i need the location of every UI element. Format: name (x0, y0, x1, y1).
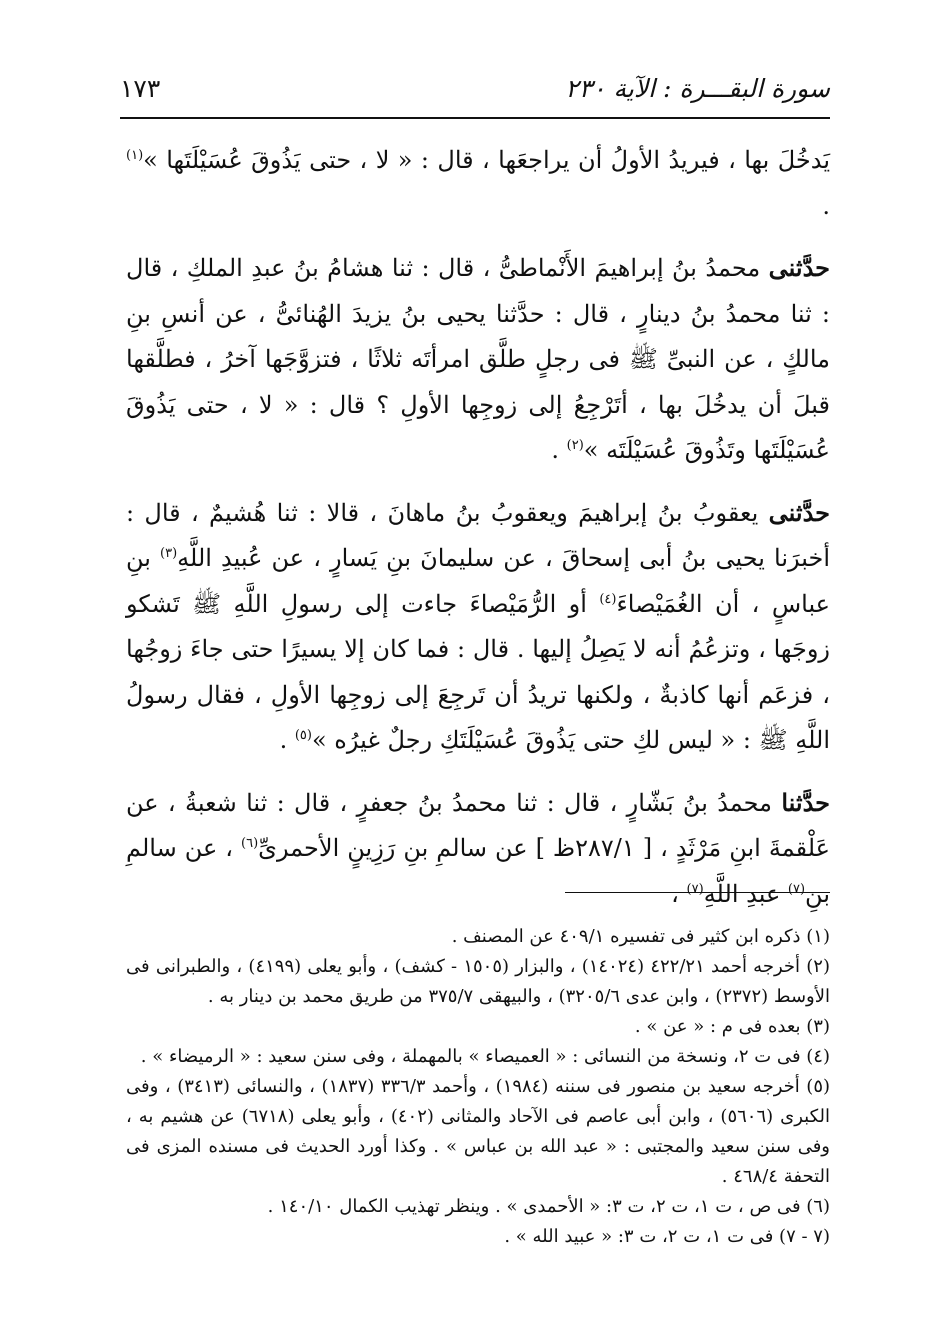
footnote: (٢) أخرجه أحمد ٤٢٢/٢١ (١٤٠٢٤) ، والبزار (١٥٠٥ - كشف) ، وأبو يعلى (٤١٩٩) ، والطبرانى فى الأوسط (٢٣٧٢) ، وابن عدى ٣٢٠٥/٦) ، والبيهقى ٣٧٥/٧ من طريق محمد بن دينار به . (126, 956, 830, 1007)
paragraph: حدَّثنا محمدُ بنُ بَشّارٍ ، قال : ثنا محمدُ بنُ جعفرٍ ، قال : ثنا شعبةُ ، عن عَلْقمةَ ابنِ مَرْثَدٍ ، [ ٢٨٧/١ظ ] عن سالمِ بنِ رَزِينٍ الأحمرىِّ$^{(٦)}$ ، عن سالمِ بنِ$^{(٧)}$ عبدِ اللَّهِ$^{(٧)}$ ، (126, 787, 830, 908)
header-rule (120, 117, 830, 119)
footnote-ref: (٤) (599, 591, 617, 607)
footnote: (٧ - ٧) فى ت ١، ت ٢، ت ٣: « عبيد الله » . (504, 1226, 830, 1247)
footnotes (126, 922, 830, 1252)
footnote-ref: (٧) (686, 881, 704, 897)
footnote: (٦) فى ص ، ت ١، ت ٢، ت ٣: « الأحمدى » . وينظر تهذيب الكمال ١٤٠/١٠ . (267, 1196, 830, 1217)
footnote-ref: (٦) (241, 836, 259, 851)
footnote-rule (565, 892, 830, 893)
footnote-ref: (٧) (787, 881, 806, 897)
page-number: ١٧٣ (120, 74, 161, 103)
footnote: (١) ذكره ابن كثير فى تفسيره ٤٠٩/١ عن المصنف . (451, 926, 830, 947)
footnote: (٥) أخرجه سعيد بن منصور فى سننه (١٩٨٤) ، وأحمد ٣٣٦/٣ (١٨٣٧) ، والنسائى (٣٤١٣) ، وفى الكبرى (٥٦٠٦) ، وابن أبى عاصم فى الآحاد والمثانى (٤٠٢) ، وأبو يعلى (٦٧١٨) عن هشيم به ، وفى سنن سعيد والمجتبى : « عبد الله بن عباس » . وكذا أورد الحديث فى مسنده المزى فى التحفة ٤٦٨/٤ . (126, 1076, 831, 1187)
paragraph: حدَّثنى محمدُ بنُ إبراهيمَ الأَنْماطىُّ ، قال : ثنا هشامُ بنُ عبدِ الملكِ ، قال : ثنا محمدُ بنُ دينارٍ ، قال : حدَّثنا يحيى بنُ يزيدَ الهُنائىُّ ، عن أنسِ بنِ مالكٍ ، عن النبىِّ ﷺ فى رجلٍ طلَّق امرأتَه ثلاثًا ، فتزوَّجَها آخرُ ، فطلَّقها قبلَ أن يدخُلَ بها ، أتَرْجِعُ إلى زوجِها الأولِ ؟ قال : « لا ، حتى يَذُوقَ عُسَيْلَتَها وتَذُوقَ عُسَيْلَتَه »$^{(٢)}$ . (126, 253, 830, 464)
hadith-lead: حدَّثنى (768, 497, 830, 527)
hadith-lead: حدَّثنى (768, 253, 830, 282)
footnote-ref: (٣) (160, 546, 178, 561)
footnote-ref: (٢) (566, 438, 584, 453)
paragraph: يَدخُلَ بها ، فيريدُ الأولُ أن يراجعَها ، قال : « لا ، حتى يَذُوقَ عُسَيْلَتَها »$^{(١)}$ . (126, 146, 830, 220)
paragraph: حدَّثنى يعقوبُ بنُ إبراهيمَ ويعقوبُ بنُ ماهانَ ، قالا : ثنا هُشيمٌ ، قال : أخبرَنا يحيى بنُ أبى إسحاقَ ، عن سليمانَ بنِ يَسارٍ ، عن عُبيدِ اللَّهِ$^{(٣)}$ بنِ عباسٍ ، أن الغُمَيْصاءَ$^{(٤)}$ أو الرُّمَيْصاءَ جاءت إلى رسولِ اللَّهِ ﷺ تَشكو زوجَها ، وتزعُمُ أنه لا يَصِلُ إليها . قال : فما كان إلا يسيرًا حتى جاءَ زوجُها ، فزعَم أنها كاذبةٌ ، ولكنها تريدُ أن تَرجِعَ إلى زوجِها الأولِ ، فقال رسولُ اللَّهِ ﷺ : « ليس لكِ حتى يَذُوقَ عُسَيْلَتَكِ رجلٌ غيرُه »$^{(٥)}$ . (126, 497, 831, 754)
footnote: (٤) فى ت ٢، ونسخة من النسائى : « العميصاء » بالمهملة ، وفى سنن سعيد : « الرميضاء » . (140, 1046, 830, 1067)
footnote-ref: (١) (126, 148, 144, 163)
footnote: (٣) بعده فى م : « عن » . (634, 1016, 830, 1037)
footnote-ref: (٥) (294, 728, 312, 743)
page-header (120, 70, 830, 110)
running-title: سورة البقـــرة : الآية ٢٣٠ (565, 74, 830, 103)
main-text (126, 138, 830, 917)
hadith-lead: حدَّثنا (781, 787, 830, 817)
